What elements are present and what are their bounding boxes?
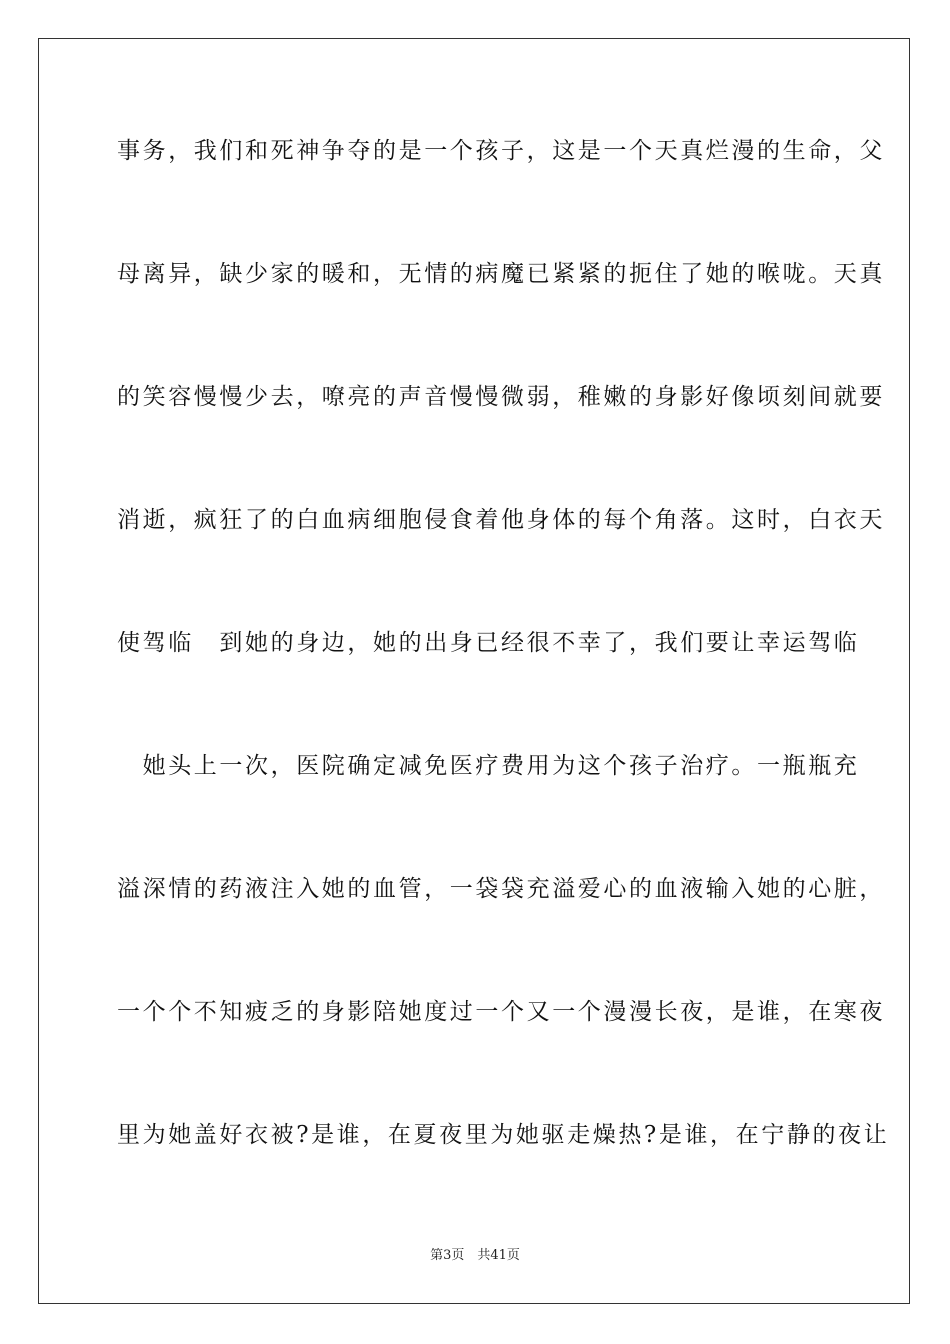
page-border [38, 38, 910, 1304]
body-text-line: 的笑容慢慢少去，嘹亮的声音慢慢微弱，稚嫩的身影好像顷刻间就要 [117, 384, 885, 410]
body-text-line: 溢深情的药液注入她的血管，一袋袋充溢爱心的血液输入她的心脏， [117, 876, 885, 902]
body-text-line: 消逝，疯狂了的白血病细胞侵食着他身体的每个角落。这时，白衣天 [117, 507, 885, 533]
body-text-line: 一个个不知疲乏的身影陪她度过一个又一个漫漫长夜，是谁，在寒夜 [117, 999, 885, 1025]
body-text-line: 使驾临 到她的身边，她的出身已经很不幸了，我们要让幸运驾临 [117, 630, 860, 656]
body-text-line: 事务，我们和死神争夺的是一个孩子，这是一个天真烂漫的生命，父 [117, 138, 885, 164]
body-text-line: 她头上一次，医院确定减免医疗费用为这个孩子治疗。一瓶瓶充 [117, 753, 860, 779]
page-number-footer: 第3页 共41页 [430, 1248, 520, 1263]
body-text-line: 母离异，缺少家的暖和，无情的病魔已紧紧的扼住了她的喉咙。天真 [117, 261, 885, 287]
body-text-line: 里为她盖好衣被?是谁，在夏夜里为她驱走燥热?是谁，在宁静的夜让 [117, 1122, 890, 1148]
